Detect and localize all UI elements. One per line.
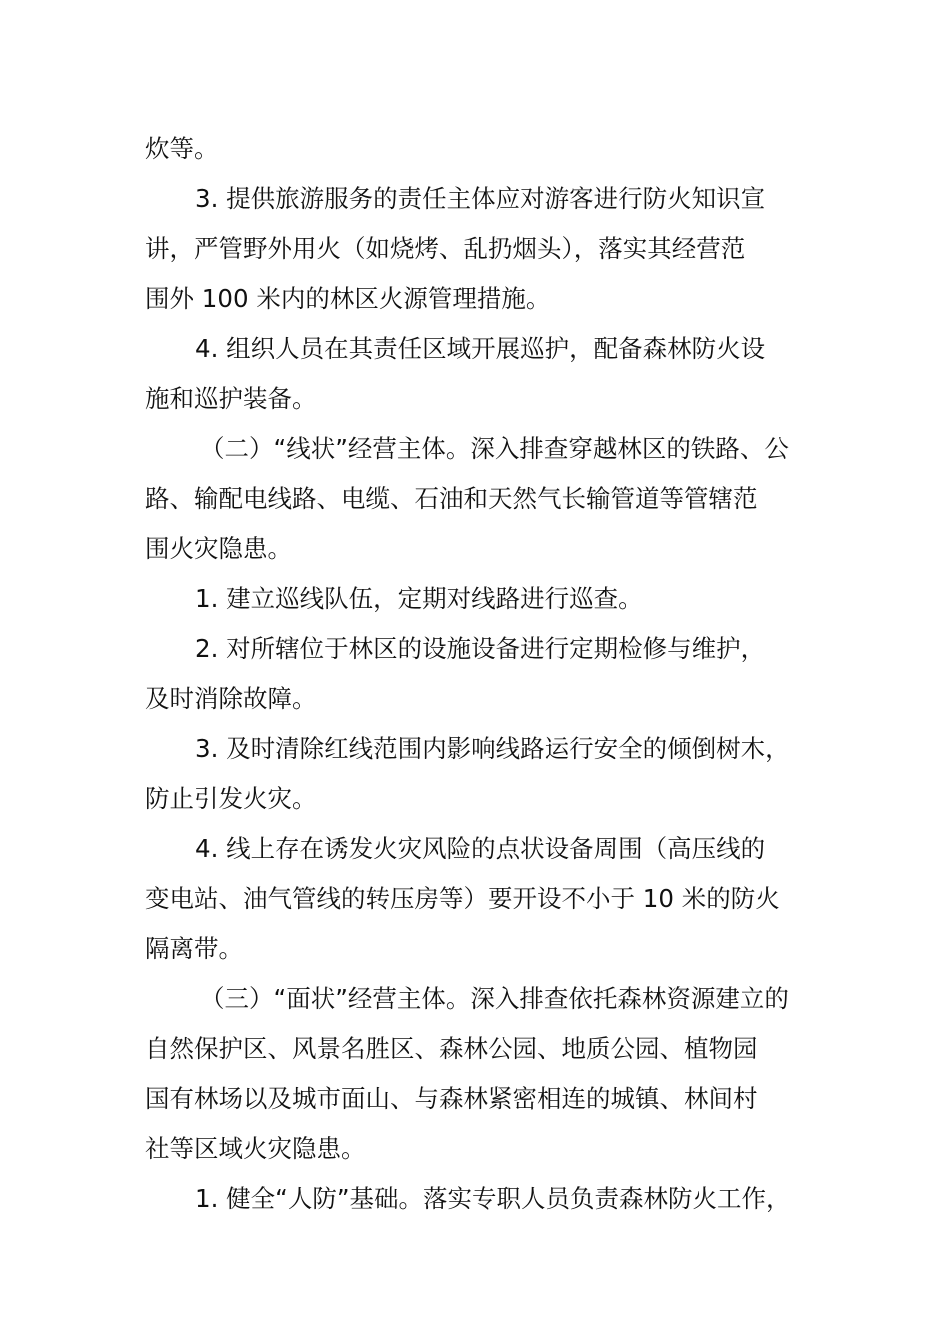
text-line: 自然保护区、风景名胜区、森林公园、地质公园、植物园	[145, 1034, 758, 1063]
text-line: 及时消除故障。	[145, 684, 317, 713]
text-line: 国有林场以及城市面山、与森林紧密相连的城镇、林间村	[145, 1084, 758, 1113]
text-line: 路、输配电线路、电缆、石油和天然气长输管道等管辖范	[145, 484, 758, 513]
text-line: 4. 线上存在诱发火灾风险的点状设备周围（高压线的	[195, 834, 766, 863]
text-line: 4. 组织人员在其责任区域开展巡护，配备森林防火设	[195, 334, 766, 363]
text-line: 3. 提供旅游服务的责任主体应对游客进行防火知识宣	[195, 184, 766, 213]
text-line: 施和巡护装备。	[145, 384, 317, 413]
text-line: 1. 建立巡线队伍，定期对线路进行巡查。	[195, 584, 643, 613]
section-heading: （二）“线状”经营主体。深入排查穿越林区的铁路、公	[200, 434, 789, 463]
text-line: 炊等。	[145, 134, 219, 163]
text-line: 2. 对所辖位于林区的设施设备进行定期检修与维护，	[195, 634, 766, 663]
text-line: 讲，严管野外用火（如烧烤、乱扔烟头），落实其经营范	[145, 234, 746, 263]
text-line: 围外 100 米内的林区火源管理措施。	[145, 284, 551, 313]
text-line: 隔离带。	[145, 934, 243, 963]
text-line: 防止引发火灾。	[145, 784, 317, 813]
section-heading: （三）“面状”经营主体。深入排查依托森林资源建立的	[200, 984, 789, 1013]
text-line: 1. 健全“人防”基础。落实专职人员负责森林防火工作，	[195, 1184, 791, 1213]
text-line: 变电站、油气管线的转压房等）要开设不小于 10 米的防火	[145, 884, 780, 913]
text-line: 围火灾隐患。	[145, 534, 292, 563]
text-line: 社等区域火灾隐患。	[145, 1134, 366, 1163]
text-line: 3. 及时清除红线范围内影响线路运行安全的倾倒树木，	[195, 734, 790, 763]
